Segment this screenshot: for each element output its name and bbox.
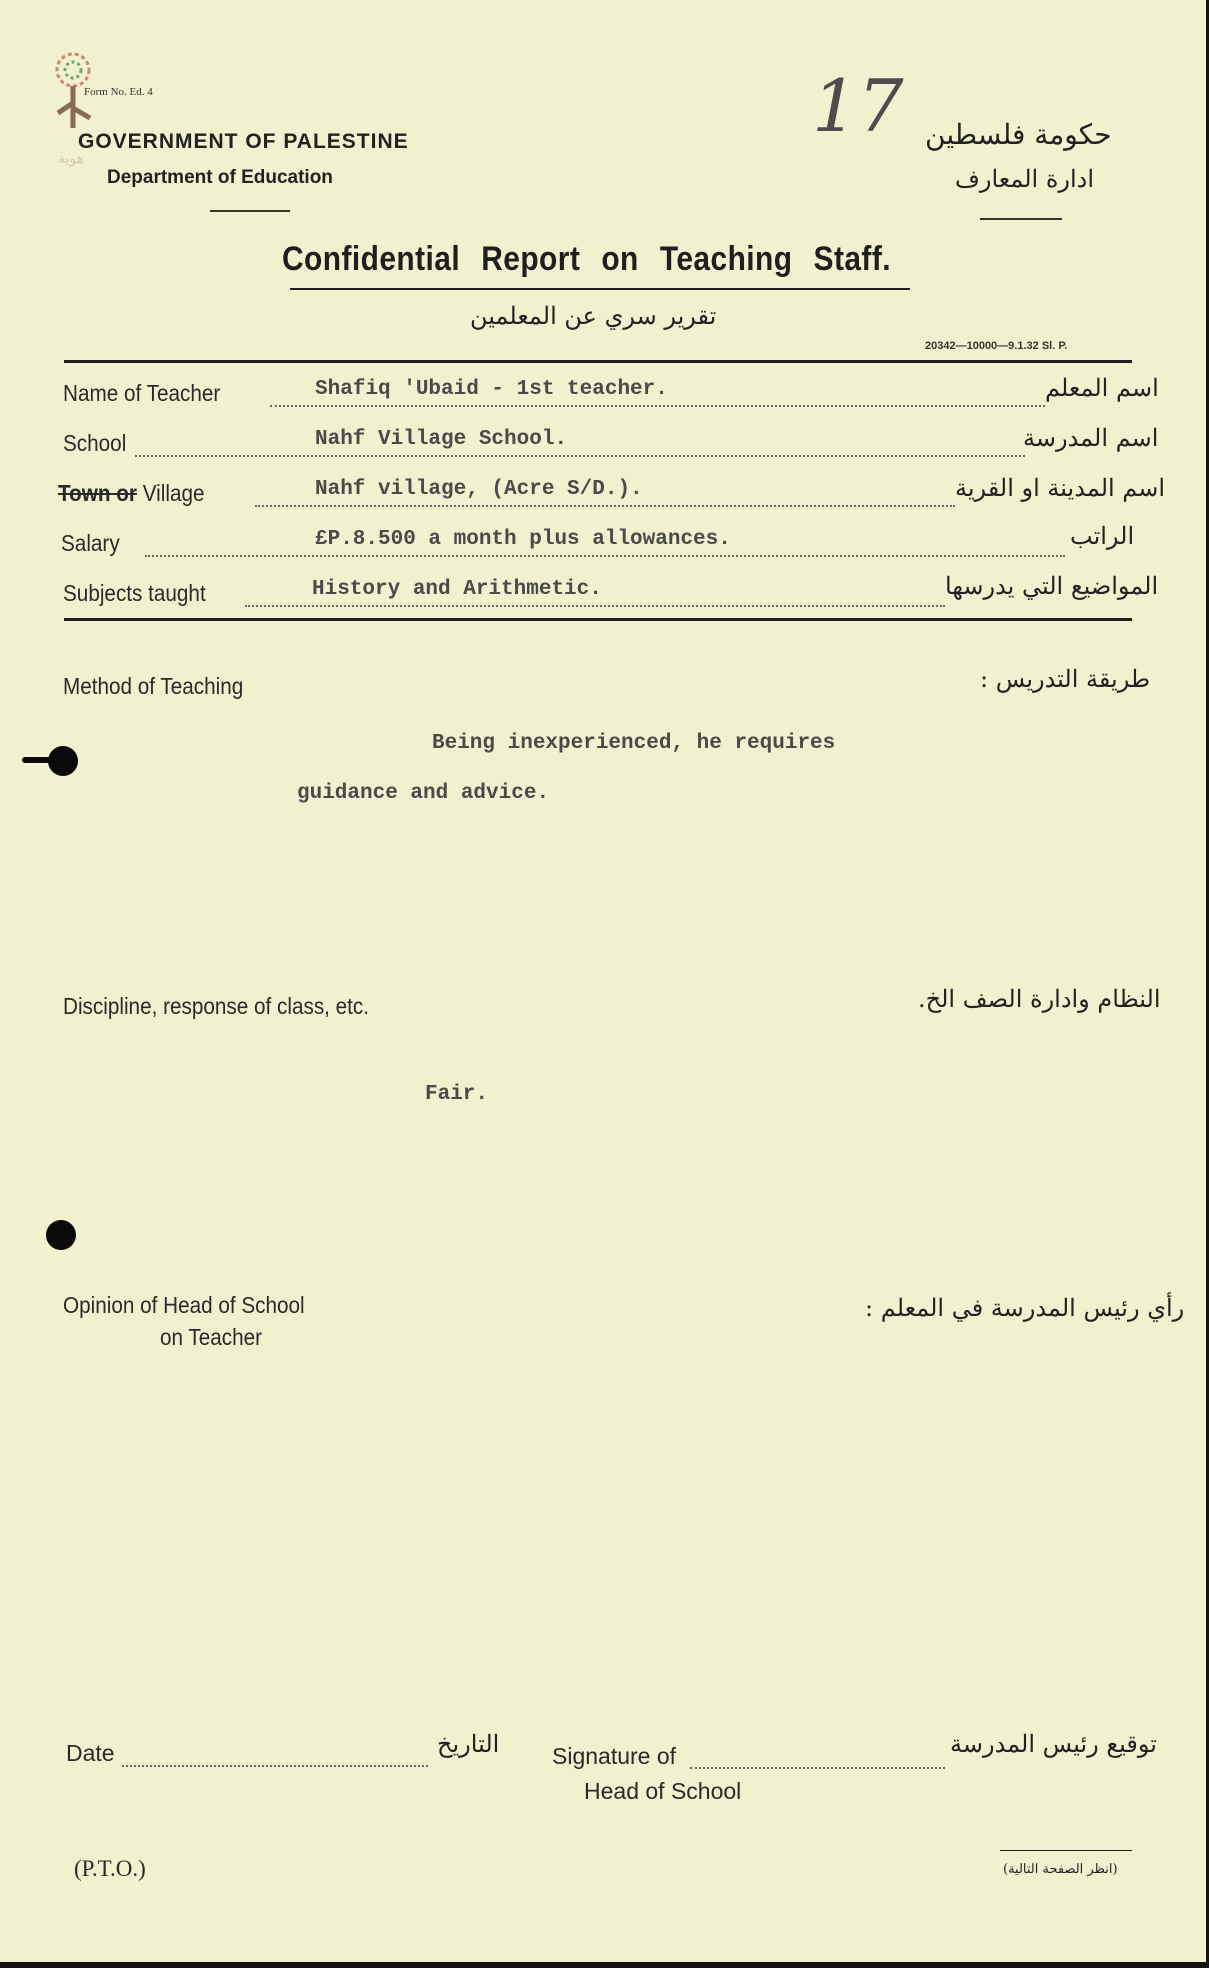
- field-label: Name of Teacher: [63, 380, 221, 406]
- signature-label-ar: توقيع رئيس المدرسة: [950, 1730, 1157, 1758]
- department-heading-ar: ادارة المعارف: [955, 165, 1095, 193]
- top-rule: [64, 360, 1132, 363]
- field-label-text: Village: [142, 480, 205, 506]
- pto-label: (P.T.O.): [74, 1856, 146, 1881]
- field-value: £P.8.500 a month plus allowances.: [315, 528, 731, 551]
- dotted-line: [145, 555, 1065, 557]
- field-value: Nahf village, (Acre S/D.).: [315, 478, 643, 501]
- opinion-label-line2: on Teacher: [160, 1324, 263, 1350]
- method-text-line1: Being inexperienced, he requires: [432, 732, 836, 755]
- discipline-text: Fair.: [425, 1083, 489, 1106]
- struck-label: Town or: [58, 480, 137, 506]
- field-label-ar: الراتب: [1070, 522, 1135, 550]
- signature-label-line2: Head of School: [584, 1778, 742, 1804]
- punch-mark: [22, 757, 52, 763]
- field-label: School: [63, 430, 127, 456]
- bottom-rule: [64, 618, 1132, 621]
- field-value: Shafiq 'Ubaid - 1st teacher.: [315, 378, 668, 401]
- field-label: Salary: [61, 530, 120, 556]
- field-value: Nahf Village School.: [315, 428, 568, 451]
- discipline-label-ar: النظام وادارة الصف الخ.: [918, 985, 1161, 1013]
- field-value: History and Arithmetic.: [312, 578, 602, 601]
- date-dotted-line: [122, 1765, 428, 1767]
- divider: [210, 210, 290, 212]
- method-text-line2: guidance and advice.: [297, 782, 550, 805]
- punch-hole: [48, 746, 78, 776]
- discipline-label: Discipline, response of class, etc.: [63, 993, 370, 1019]
- dotted-line: [245, 605, 945, 607]
- punch-hole: [46, 1220, 76, 1250]
- field-label: [58, 480, 204, 507]
- method-label-ar: طريقة التدريس :: [980, 665, 1151, 693]
- handwritten-number: 17: [812, 64, 904, 148]
- field-label-ar: اسم المدينة او القرية: [955, 474, 1166, 502]
- department-heading-en: Department of Education: [107, 167, 333, 188]
- form-number: Form No. Ed. 4: [84, 86, 153, 98]
- field-label-ar: اسم المعلم: [1045, 374, 1159, 402]
- dotted-line: [135, 455, 1025, 457]
- print-code: 20342—10000—9.1.32 Sl. P.: [925, 340, 1068, 352]
- report-title: Confidential Report on Teaching Staff.: [282, 240, 891, 278]
- field-label-ar: اسم المدرسة: [1023, 424, 1159, 452]
- field-label-ar: المواضيع التي يدرسها: [945, 572, 1159, 600]
- divider: [980, 218, 1062, 220]
- signature-label: Signature of: [552, 1743, 677, 1769]
- government-heading-ar: حكومة فلسطين: [925, 118, 1112, 151]
- title-underline: [290, 288, 910, 290]
- dotted-line: [270, 405, 1045, 407]
- government-heading-en: GOVERNMENT OF PALESTINE: [78, 130, 409, 153]
- method-label: Method of Teaching: [63, 673, 244, 699]
- field-label: Subjects taught: [63, 580, 206, 606]
- archive-logo-icon: [38, 48, 108, 178]
- opinion-label-ar: رأي رئيس المدرسة في المعلم :: [865, 1294, 1185, 1322]
- opinion-label-line1: Opinion of Head of School: [63, 1292, 305, 1318]
- pto-ar-rule: [1000, 1850, 1132, 1851]
- signature-dotted-line: [690, 1767, 945, 1769]
- date-label-ar: التاريخ: [437, 1730, 500, 1758]
- svg-text:هوية: هوية: [58, 151, 85, 167]
- pto-label-ar: (انظر الصفحة التالية): [1003, 1862, 1118, 1877]
- dotted-line: [255, 505, 955, 507]
- report-title-ar: تقرير سري عن المعلمين: [470, 302, 717, 330]
- date-label: Date: [66, 1740, 115, 1766]
